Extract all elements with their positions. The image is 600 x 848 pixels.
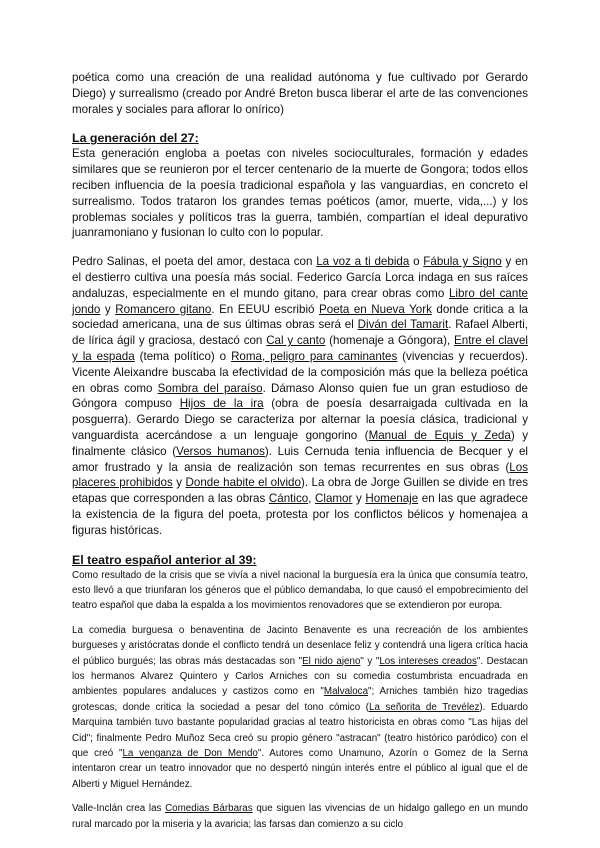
gen27-paragraph-2 <box>72 254 528 538</box>
work-title: Libro del cante jondo <box>72 286 528 316</box>
text-run: ". Autores como Unamuno, Azorín o Gomez de la Serna intentaron crear un teatro innovador que no despertó ningún interés entre el público al igual que el de Alberti y Miguel Hernández. <box>72 747 528 790</box>
document-page <box>72 70 528 832</box>
teatro-heading: El teatro español anterior al 39: <box>72 552 257 567</box>
text-run: "; Arniches también hizo tragedias grotescas, donde critica la sociedad a pesar del tono cómico ( <box>72 686 528 713</box>
text-run: y <box>352 492 366 506</box>
text-run: en las que agradece la existencia de la figura del poeta, protesta por los conflictos bélicos y homenajea a figuras históricas. <box>72 492 528 537</box>
work-title: Fábula y Signo <box>423 255 502 269</box>
work-title: Entre el clavel y la espada <box>72 334 528 363</box>
text-run: ) y finalmente clásico ( <box>72 428 529 458</box>
text-run: Pedro Salinas, el poeta del amor, destaca con <box>72 255 317 269</box>
work-title: Manual de Equis y Zeda <box>368 428 511 442</box>
work-title: La voz a ti debida <box>316 255 410 269</box>
intro-paragraph: poética como una creación de una realidad autónoma y fue cultivado por Gerardo Diego) y surrealismo (creado por André Breton busca liberar el arte de las convenciones morales y sociales para aflorar lo onírico) <box>72 71 528 116</box>
gen27-paragraph-1: Esta generación engloba a poetas con niveles socioculturales, formación y edades similares que se reunieron por el tercer centenario de la muerte de Gongora; todos ellos reciben influencia de la poesía tradicional española y las vanguardias, en concreto el surrealismo. Todos trataron los grandes temas poéticos (amor, muerte, vida,...) y los problemas sociales y políticos tras la guerra, también, compartían el ideal depurativo juanramoniano y fusionan lo culto con lo popular. <box>72 147 528 240</box>
work-title: Cántico <box>268 492 309 506</box>
gen27-heading: La generación del 27: <box>72 131 199 146</box>
work-title: Romancero gitano <box>115 302 212 316</box>
work-title: Los intereses creados <box>379 655 477 667</box>
text-run: . Rafael Alberti, de lírica ágil y graciosa, destacó con <box>72 318 529 348</box>
teatro-paragraph-1: Como resultado de la crisis que se vivía a nivel nacional la burguesía era la única que consumía teatro, esto llevó a que triunfaran los géneros que el público demandaba, lo que causó el empobrecimiento del teatro español que daba la espalda a los movimientos renovadores que se extendieron por europa. <box>72 569 528 612</box>
text-run: (homenaje a Góngora), <box>325 334 455 348</box>
text-run: ). La obra de Jorge Guillen se divide en tres etapas que corresponden a las obras <box>72 476 528 506</box>
teatro-paragraph-2 <box>72 623 528 792</box>
text-run: (tema político) o <box>134 349 232 363</box>
work-title: Clamor <box>315 492 353 506</box>
text-run: ). Luis Cernuda tenia influencia de Becquer y el amor frustrado y la ansia de realización son temas recurrentes en sus obras ( <box>72 444 528 474</box>
text-run: ). Eduardo Marquina también tuvo bastante popularidad gracias al teatro historicista en obras como "Las hijas del Cid"; finalmente Pedro Muñoz Seca creó su propio género "astracan" (teatro histórico paródico) con el que creó " <box>72 701 529 759</box>
text-run: donde critica a la sociedad americana, una de sus últimas obras será el <box>72 302 529 332</box>
text-run: (obra de poesía desarraigada cultivada en la posguerra). Gerardo Diego se caracteriza por alternar la poesía clásica, tradicional y vanguardista acercándose a un lenguaje gongorino ( <box>72 397 528 442</box>
work-title: Sombra del paraíso <box>157 381 263 395</box>
text-run: y <box>100 302 116 316</box>
work-title: La señorita de Trevélez <box>369 701 480 713</box>
work-title: Cal y canto <box>266 334 326 348</box>
text-run: que siguen las vivencias de un hidalgo gallego en un mundo rural marcado por la miseria y la avaricia; las farsas dan comienzo a su ciclo <box>72 803 528 830</box>
text-run: La comedia burguesa o benaventina de Jacinto Benavente es una recreación de los ambientes burgueses y aristócratas donde el conflicto tendrá un desenlace feliz y contendrá una ligera crítica hacia el público burgués; las obras más destacadas son " <box>72 624 528 667</box>
text-run: ". Destacan los hermanos Alvarez Quintero y Carlos Arniches con su comedia costumbrista encuadrada en ambientes populares andaluces y castizos como en " <box>72 655 528 698</box>
work-title: La venganza de Don Mendo <box>122 747 258 759</box>
work-title: Homenaje <box>365 492 419 506</box>
text-run: , <box>308 492 315 506</box>
work-title: Hijos de la ira <box>179 397 264 411</box>
work-title: Roma, peligro para caminantes <box>231 349 398 363</box>
text-run: " y " <box>360 655 380 667</box>
text-run: . En EEUU escribió <box>211 302 320 316</box>
work-title: Donde habite el olvido <box>185 476 301 490</box>
text-run: y en el destierro cultiva una poesía más social. Federico García Lorca indaga en sus raíces andaluzas, especialmente en el mundo gitano, para crear obras como <box>72 255 528 300</box>
work-title: Malvaloca <box>323 686 369 698</box>
work-title: El nido ajeno <box>302 655 361 667</box>
text-run: y <box>172 476 186 490</box>
text-run: . Dámaso Alonso quien fue un gran estudioso de Góngora compuso <box>72 381 528 411</box>
text-run: Valle-Inclán crea las <box>72 803 166 815</box>
text-run: o <box>409 255 424 269</box>
work-title: Los placeres prohibidos <box>72 460 528 490</box>
teatro-paragraph-3 <box>72 801 528 832</box>
work-title: Comedias Bárbaras <box>165 803 253 815</box>
work-title: Poeta en Nueva York <box>319 302 432 316</box>
work-title: Versos humanos <box>176 444 265 458</box>
text-run: (vivencias y recuerdos). Vicente Aleixandre buscaba la efectividad de la composición más que la belleza poética en obras como <box>72 349 528 395</box>
work-title: Diván del Tamarit <box>357 318 449 332</box>
